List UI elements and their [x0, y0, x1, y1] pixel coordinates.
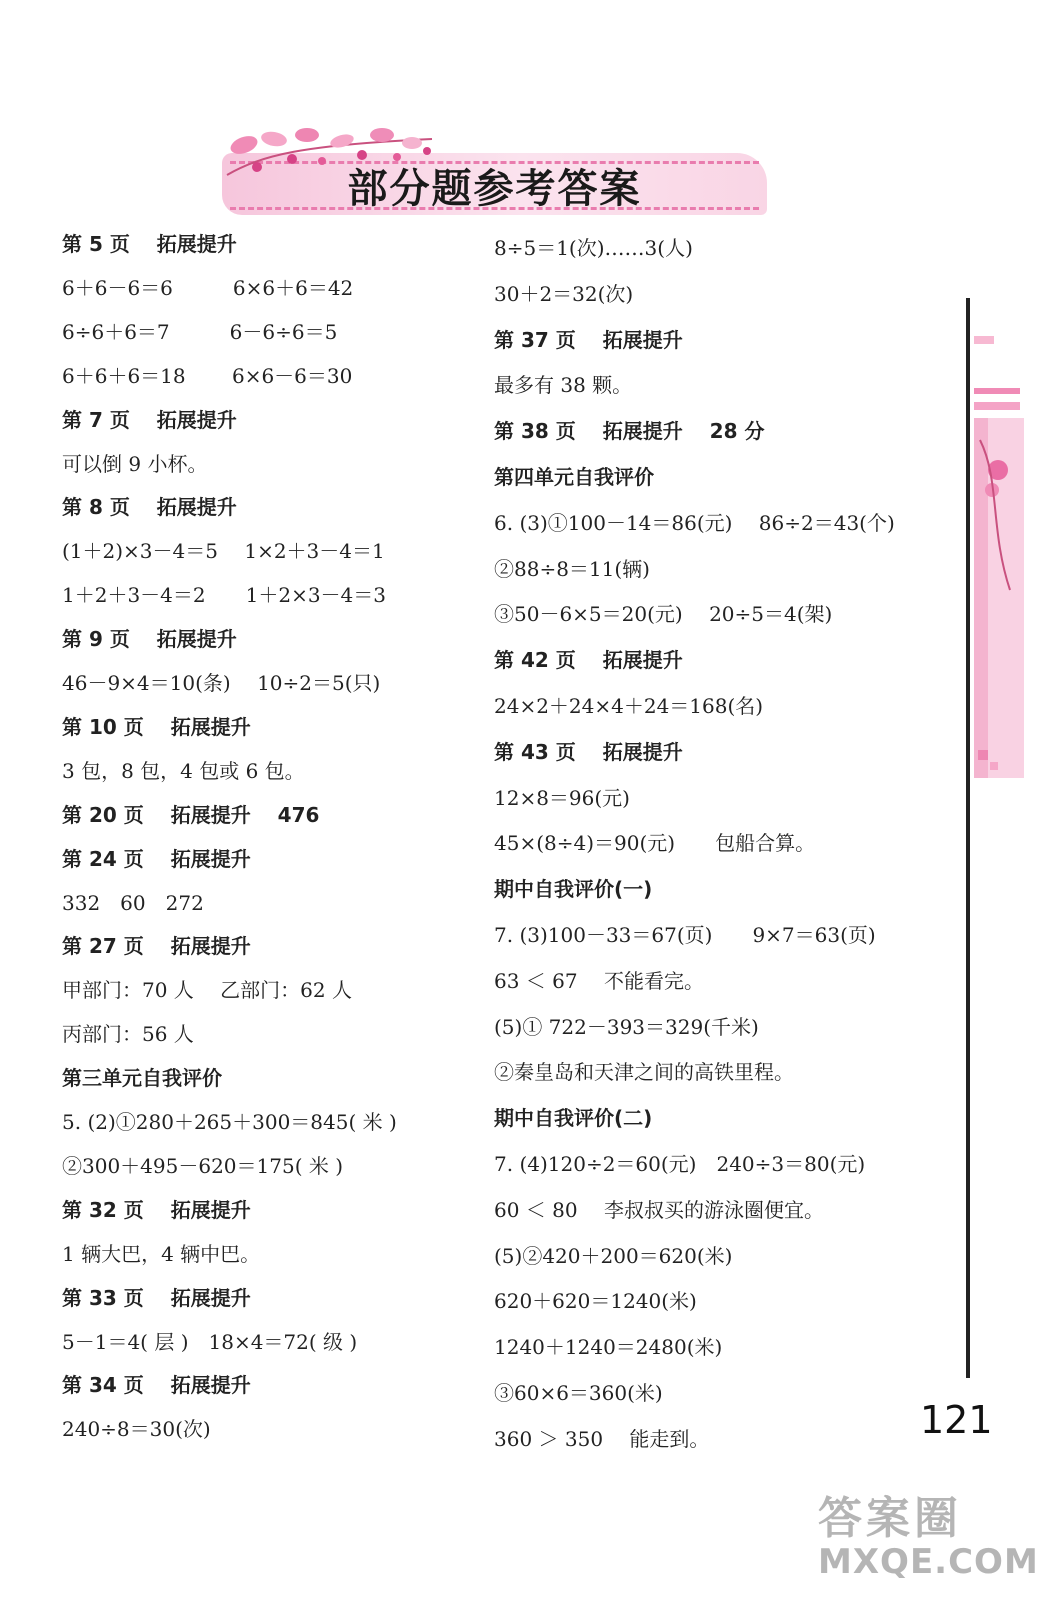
left-heading: 第 33 页 拓展提升 [62, 1285, 251, 1310]
watermark-line2: MXQE.COM [818, 1542, 1039, 1582]
left-heading: 第 27 页 拓展提升 [62, 934, 251, 959]
left-answer-line: 甲部门：70 人 乙部门：62 人 [62, 978, 352, 1003]
left-heading: 第 8 页 拓展提升 [62, 495, 237, 520]
right-answer-line: ③50－6×5＝20(元) 20÷5＝4(架) [494, 602, 833, 627]
right-heading: 期中自我评价(二) [494, 1106, 653, 1131]
right-heading: 第 42 页 拓展提升 [494, 648, 683, 673]
left-heading: 第 5 页 拓展提升 [62, 232, 237, 256]
left-answer-line: 5. (2)①280＋265＋300＝845( 米 ) [62, 1110, 397, 1134]
left-answer-line: (1＋2)×3－4＝5 1×2＋3－4＝1 [62, 539, 385, 564]
right-answer-line: 最多有 38 颗。 [494, 373, 633, 398]
right-answer-line: 6. (3)①100－14＝86(元) 86÷2＝43(个) [494, 510, 895, 535]
watermark-line1: 答案圈 [818, 1493, 962, 1544]
left-answer-line: 5－1＝4( 层 ) 18×4＝72( 级 ) [62, 1329, 358, 1354]
right-answer-line: 7. (3)100－33＝67(页) 9×7＝63(页) [494, 923, 876, 947]
left-heading: 第 10 页 拓展提升 [62, 714, 251, 739]
title-banner [222, 125, 767, 215]
right-answer-line: 7. (4)120÷2＝60(元) 240÷3＝80(元) [494, 1152, 866, 1176]
left-answer-line: 1 辆大巴，4 辆中巴。 [62, 1241, 261, 1266]
page-title: 部分题参考答案 [347, 166, 642, 212]
right-answer-line: 30＋2＝32(次) [494, 281, 634, 306]
left-heading: 第 34 页 拓展提升 [62, 1373, 251, 1398]
right-heading: 第四单元自我评价 [494, 465, 654, 489]
right-heading: 期中自我评价(一) [494, 877, 653, 902]
left-answer-line: 6＋6＋6＝18 6×6－6＝30 [62, 363, 353, 388]
watermark-logo [818, 1482, 1048, 1592]
left-answer-line: 1＋2＋3－4＝2 1＋2×3－4＝3 [62, 583, 387, 608]
left-answer-line: ②300＋495－620＝175( 米 ) [62, 1153, 344, 1178]
left-answer-line: 332 60 272 [62, 890, 204, 915]
right-answer-line: 45×(8÷4)＝90(元) 包船合算。 [494, 831, 816, 856]
right-answer-line: 63 ＜ 67 不能看完。 [494, 968, 704, 993]
right-answer-line: ②88÷8＝11(辆) [494, 556, 650, 581]
left-answer-line: 3 包，8 包，4 包或 6 包。 [62, 758, 305, 783]
left-answer-line: 46－9×4＝10(条) 10÷2＝5(只) [62, 671, 381, 695]
left-heading: 第 32 页 拓展提升 [62, 1197, 251, 1222]
right-answer-line: 360 ＞ 350 能走到。 [494, 1426, 710, 1451]
left-heading: 第 7 页 拓展提升 [62, 407, 237, 432]
left-heading: 第 9 页 拓展提升 [62, 627, 237, 652]
right-answer-line: 620＋620＝1240(米) [494, 1289, 697, 1314]
left-heading: 第 20 页 拓展提升 476 [62, 802, 320, 827]
left-heading: 第 24 页 拓展提升 [62, 846, 251, 871]
right-answer-line: 24×2＋24×4＋24＝168(名) [494, 694, 764, 718]
right-heading: 第 37 页 拓展提升 [494, 327, 683, 352]
left-answer-line: 240÷8＝30(次) [62, 1417, 211, 1442]
right-answer-line: ②秦皇岛和天津之间的高铁里程。 [494, 1060, 794, 1085]
right-answer-line: 60 ＜ 80 李叔叔买的游泳圈便宜。 [494, 1197, 824, 1222]
left-answer-line: 6÷6＋6＝7 6－6÷6＝5 [62, 319, 338, 344]
right-heading: 第 43 页 拓展提升 [494, 739, 683, 764]
left-answer-line: 6＋6－6＝6 6×6＋6＝42 [62, 275, 354, 300]
right-answer-line: (5)②420＋200＝620(米) [494, 1243, 733, 1268]
right-answer-line: ③60×6＝360(米) [494, 1381, 663, 1405]
left-answer-line: 丙部门：56 人 [62, 1022, 194, 1047]
right-answer-line: 12×8＝96(元) [494, 785, 630, 810]
right-answer-line: 1240＋1240＝2480(米) [494, 1335, 723, 1360]
side-ribbon-decoration-icon [970, 330, 1030, 780]
right-heading: 第 38 页 拓展提升 28 分 [494, 419, 765, 444]
left-answer-line: 可以倒 9 小杯。 [62, 451, 208, 476]
right-answer-line: (5)① 722－393＝329(千米) [494, 1014, 759, 1039]
left-heading: 第三单元自我评价 [62, 1066, 222, 1091]
page-number: 121 [920, 1398, 993, 1442]
right-answer-line: 8÷5＝1(次)……3(人) [494, 236, 693, 260]
